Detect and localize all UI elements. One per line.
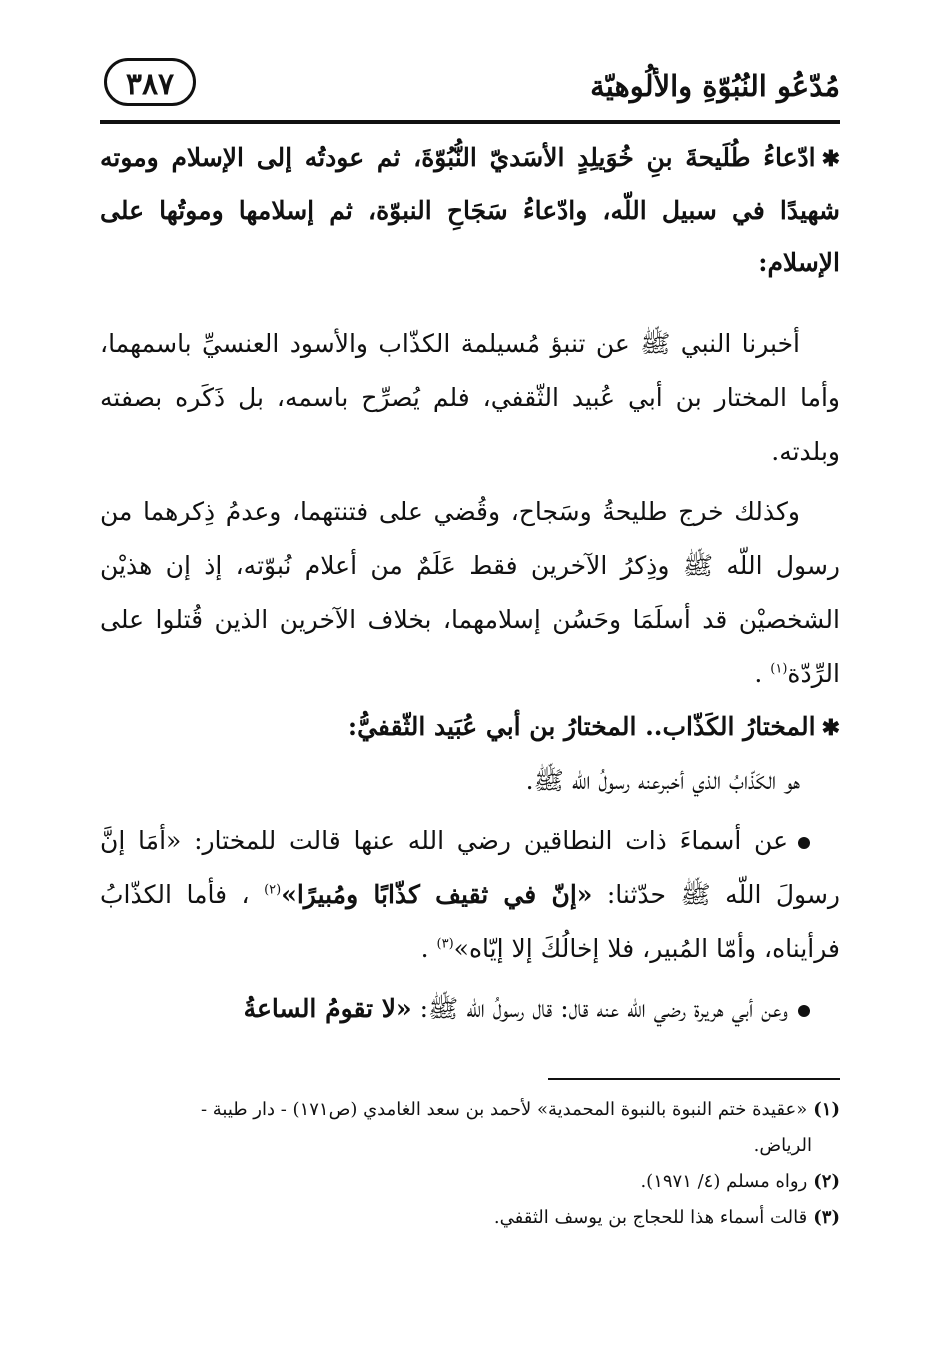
page-number-badge: ٣٨٧	[104, 58, 196, 106]
footnote-2-number: (٢)	[813, 1171, 840, 1192]
footnote-ref-1[interactable]: (١)	[770, 661, 788, 677]
section-heading-text: المختارُ الكَذّاب.. المختارُ بن أبي عُبَيد الثّقفيُّ:	[347, 712, 816, 741]
paragraph-2-end: .	[754, 659, 771, 688]
paragraph-1: أخبرنا النبي ﷺ عن تنبؤ مُسيلمة الكذّاب والأسود العنسيِّ باسمهما، وأما المختار بن أبي عُبيد الثّقفي، فلم يُصرِّح باسمه، بل ذَكَره بصفته وبلدته.	[100, 329, 840, 466]
footnote-2-text: رواه مسلم (٤/ ١٩٧١).	[640, 1171, 808, 1192]
footnote-1-text: «عقيدة ختم النبوة بالنبوة المحمدية» لأحمد بن سعد الغامدي (ص١٧١) - دار طيبة -	[200, 1099, 808, 1120]
header-rule	[100, 120, 840, 124]
asterisk-icon: ✱	[821, 146, 840, 172]
running-title: مُدّعُو النُبُوّةِ والألُوهيّة	[590, 69, 840, 103]
bullet-abu-hurayra	[100, 982, 840, 1036]
footnote-2	[100, 1164, 840, 1200]
bullet-asma-post: ، فأما الكذّابُ فرأيناه، وأمّا المُبير، فلا إخالُكَ إلا إيّاه»	[100, 880, 840, 963]
footnote-ref-3[interactable]: (٣)	[436, 936, 454, 952]
footnotes	[100, 1092, 840, 1236]
footnote-ref-2[interactable]: (٢)	[264, 882, 282, 898]
footnote-1-continuation: الرياض.	[753, 1135, 812, 1156]
page-body	[100, 132, 840, 1036]
paragraph-2	[100, 485, 840, 701]
footnote-3-number: (٣)	[813, 1207, 840, 1228]
footnote-3	[100, 1200, 840, 1236]
page-header	[100, 56, 840, 118]
footnote-1-number: (١)	[813, 1099, 840, 1120]
hadith-quote: «إنّ في ثقيف كذّابًا ومُبيرًا»	[281, 880, 593, 909]
bullet-abu-hurayra-pre: وعن أبي هريرة رضي الله عنه قال: قال رسولُ اللّه ﷺ:	[411, 994, 788, 1023]
footnote-rule	[548, 1078, 840, 1080]
section-heading-tulayha	[100, 132, 840, 289]
bullet-asma	[100, 814, 840, 976]
section-heading-text: ادّعاءُ طُلَيحةَ بنِ خُوَيلِدٍ الأسَديّ النُّبُوّةَ، ثم عودتُه إلى الإسلام وموته شهيدًا في سبيل اللّه، وادّعاءُ سَجَاحِ النبوّة، ثم إسلامها وموتُها على الإسلام:	[100, 143, 840, 277]
bullet-dot-icon	[798, 1005, 810, 1017]
footnote-1	[100, 1092, 840, 1128]
paragraph-intro: هو الكَذّابُ الذي أخبرعنه رسولُ اللّه ﷺ.	[525, 766, 800, 795]
footnote-3-text: قالت أسماء هذا للحجاج بن يوسف الثقفي.	[493, 1207, 808, 1228]
paragraph-2-text: وكذلك خرج طليحةُ وسَجاح، وقُضي على فتنتهما، وعدمُ ذِكرهما من رسول اللّه ﷺ وذِكرُ الآخرين فقط عَلَمٌ من أعلام نُبوّته، إذ إن هذيْن الشخصيْن قد أسلَمَا وحَسُن إسلامهما، بخلاف الآخرين الذين قُتلوا على الرِّدّة	[100, 497, 840, 688]
asterisk-icon: ✱	[821, 715, 840, 741]
hadith-quote: «لا تقومُ الساعةُ	[243, 994, 412, 1023]
section-heading-mukhtar	[100, 701, 840, 754]
bullet-asma-pre: عن أسماءَ ذات النطاقين رضي الله عنها قالت للمختار: «أمَا إنَّ رسولَ اللّه ﷺ حدّثنا:	[100, 826, 840, 909]
spacer	[100, 289, 840, 317]
book-page	[100, 56, 840, 1346]
bullet-dot-icon	[798, 837, 810, 849]
bullet-asma-end: .	[420, 934, 437, 963]
